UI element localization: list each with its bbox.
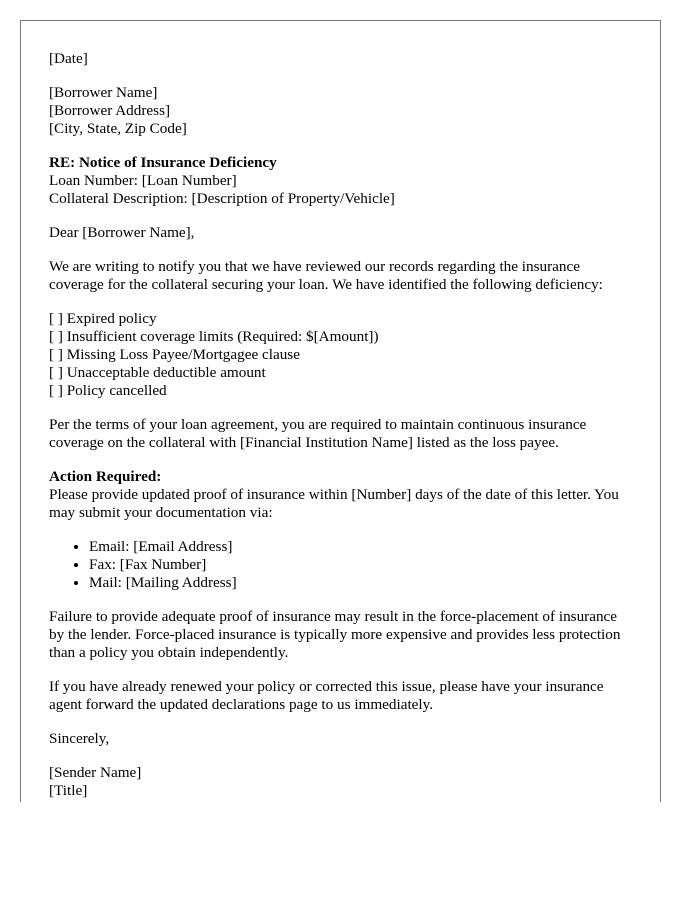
date: [Date] — [49, 50, 88, 67]
submission-methods — [49, 538, 632, 592]
deficiency-item: [ ] Expired policy — [49, 310, 157, 327]
method-mail: • Mail: [Mailing Address] — [89, 574, 632, 592]
subject-block — [49, 154, 632, 208]
signature-block — [49, 764, 632, 800]
recipient-address — [49, 84, 632, 138]
closing — [49, 730, 632, 748]
sender-name: [Sender Name] — [49, 764, 142, 781]
closing-text: Sincerely, — [49, 730, 110, 747]
action-section — [49, 468, 632, 592]
date-line — [49, 50, 632, 68]
terms-paragraph: Per the terms of your loan agreement, you are required to maintain continuous insurance coverage on the collateral with [Financial Institution Name] listed as the loss payee. — [49, 416, 587, 451]
action-text: Please provide updated proof of insurance within [Number] days of the date of this letter. You may submit your documentation via: — [49, 486, 619, 521]
salutation — [49, 224, 632, 242]
failure-paragraph: Failure to provide adequate proof of insurance may result in the force-placement of insurance by the lender. Force-placed insurance is typically more expensive and provides less protection than a policy you obtain independently. — [49, 608, 621, 661]
method-fax: • Fax: [Fax Number] — [89, 556, 632, 574]
salutation-text: Dear [Borrower Name], — [49, 224, 195, 241]
collateral-description: Collateral Description: [Description of Property/Vehicle] — [49, 190, 395, 207]
deficiency-item: [ ] Unacceptable deductible amount — [49, 364, 266, 381]
deficiency-item: [ ] Insufficient coverage limits (Required: $[Amount]) — [49, 328, 379, 345]
method-email: • Email: [Email Address] — [89, 538, 632, 556]
deficiency-item: [ ] Policy cancelled — [49, 382, 167, 399]
letter-page — [20, 20, 661, 802]
action-heading: Action Required: — [49, 468, 162, 485]
renewal-paragraph: If you have already renewed your policy or corrected this issue, please have your insurance agent forward the updated declarations page to us immediately. — [49, 678, 604, 713]
recipient-street: [Borrower Address] — [49, 102, 171, 119]
intro-paragraph: We are writing to notify you that we have reviewed our records regarding the insurance coverage for the collateral securing your loan. We have identified the following deficiency: — [49, 258, 603, 293]
subject-re: RE: Notice of Insurance Deficiency — [49, 154, 277, 171]
loan-number: Loan Number: [Loan Number] — [49, 172, 237, 189]
deficiency-checklist — [49, 310, 632, 400]
recipient-city-state-zip: [City, State, Zip Code] — [49, 120, 187, 137]
sender-title: [Title] — [49, 782, 88, 799]
recipient-name: [Borrower Name] — [49, 84, 158, 101]
deficiency-item: [ ] Missing Loss Payee/Mortgagee clause — [49, 346, 300, 363]
